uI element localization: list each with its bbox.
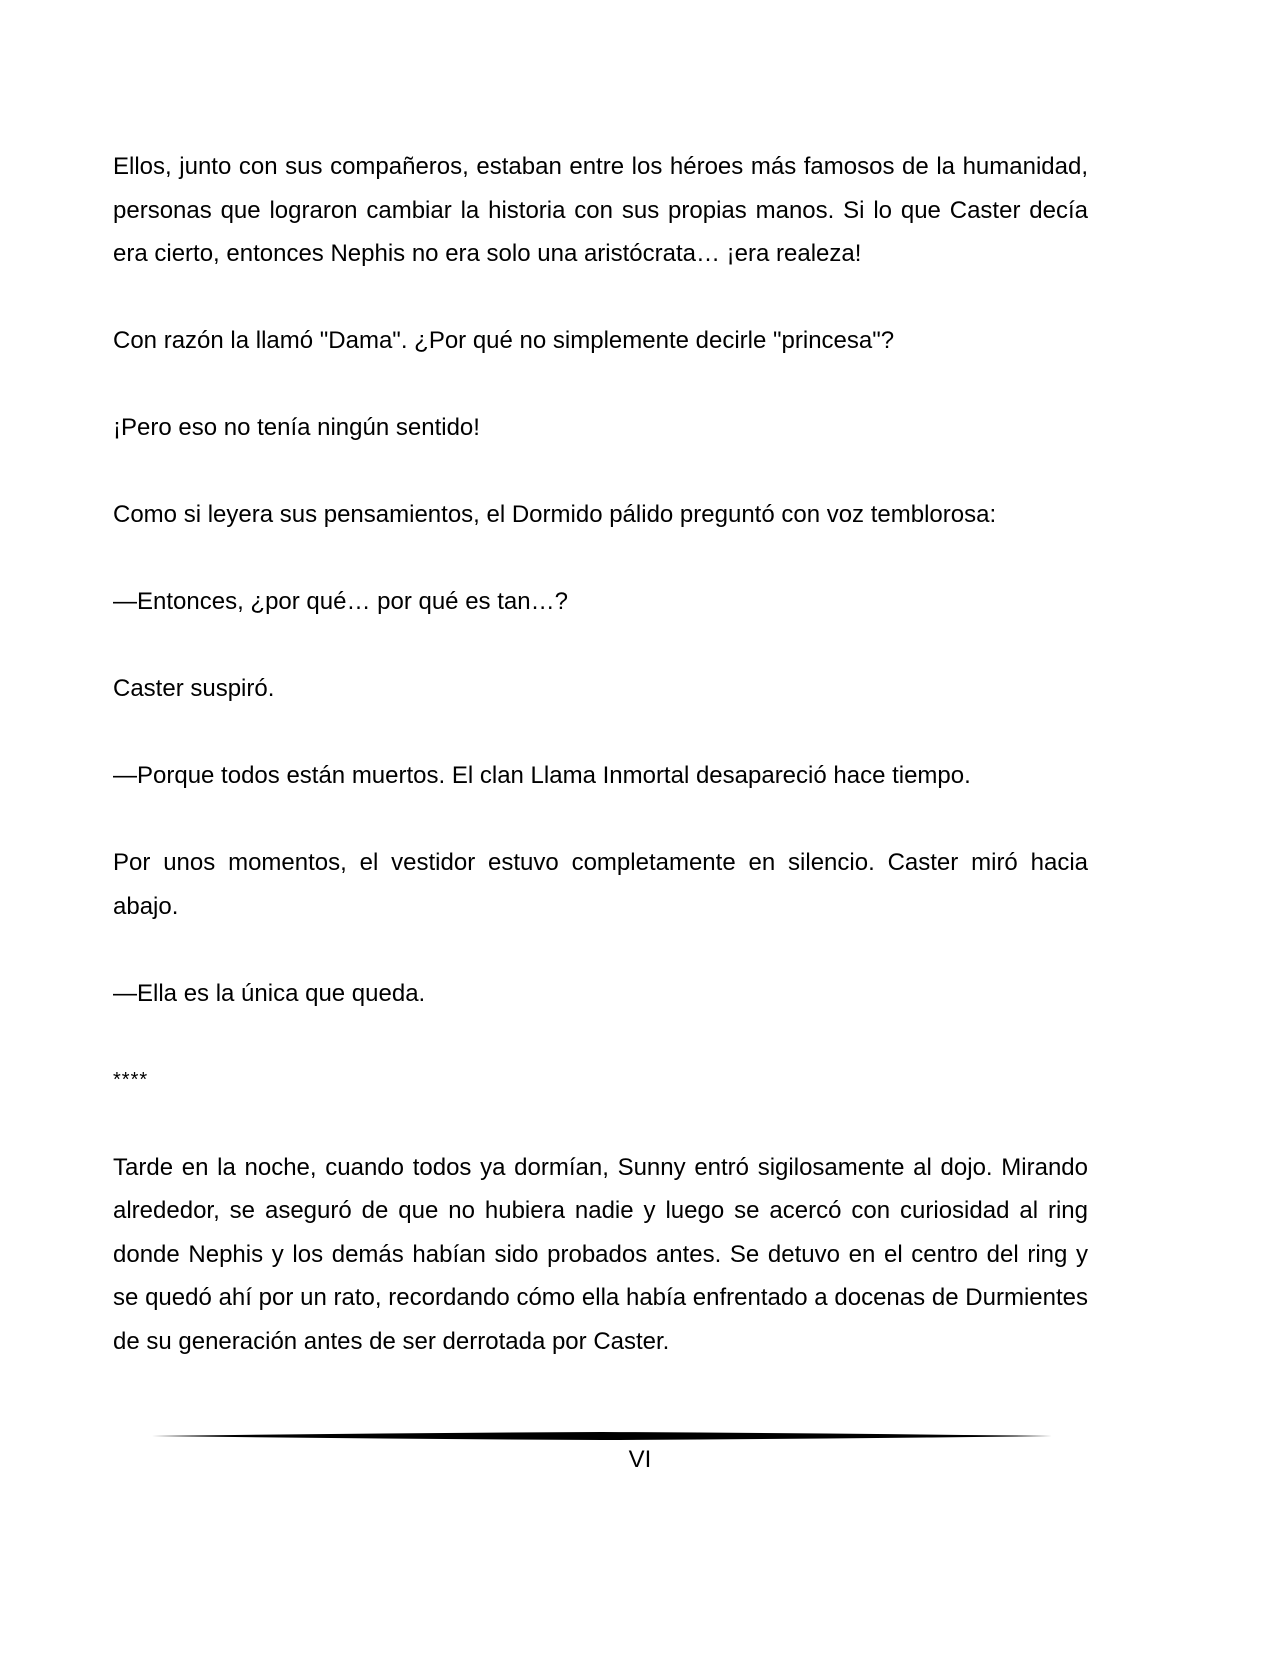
page-number: VI [628, 1446, 652, 1473]
paragraph-caster-suspiro: Caster suspiró. [113, 675, 275, 702]
paragraph-dialogue-question: —Entonces, ¿por qué… por qué es tan…? [113, 588, 568, 615]
paragraph-heroes: Ellos, junto con sus compañeros, estaban entre los héroes más famosos de la humanidad, personas que lograron cambiar la historia con sus propias manos. Si lo que Caster decía era cierto, entonces Nephis no era solo una aristócrata… ¡era realeza! [113, 153, 1088, 267]
paragraph-silencio: Por unos momentos, el vestidor estuvo completamente en silencio. Caster miró hacia abajo. [113, 849, 1088, 920]
paragraph-dama: Con razón la llamó "Dama". ¿Por qué no simplemente decirle "princesa"? [113, 327, 895, 354]
paragraph-sin-sentido: ¡Pero eso no tenía ningún sentido! [113, 414, 480, 441]
paragraph-pensamientos: Como si leyera sus pensamientos, el Dormido pálido preguntó con voz temblorosa: [113, 501, 997, 528]
scene-break: **** [113, 1068, 149, 1091]
paragraph-dialogue-unica: —Ella es la única que queda. [113, 979, 426, 1007]
footer-divider [152, 1430, 1052, 1442]
paragraph-dialogue-muertos: —Porque todos están muertos. El clan Llama Inmortal desapareció hace tiempo. [113, 762, 971, 789]
page-body [113, 145, 1088, 1363]
paragraph-sunny-dojo: Tarde en la noche, cuando todos ya dormían, Sunny entró sigilosamente al dojo. Mirando alrededor, se aseguró de que no hubiera nadie y luego se acercó con curiosidad al ring donde Nephis y los demás habían sido probados antes. Se detuvo en el centro del ring y se quedó ahí por un rato, recordando cómo ella había enfrentado a docenas de Durmientes de su generación antes de ser derrotada por Caster. [113, 1153, 1088, 1355]
